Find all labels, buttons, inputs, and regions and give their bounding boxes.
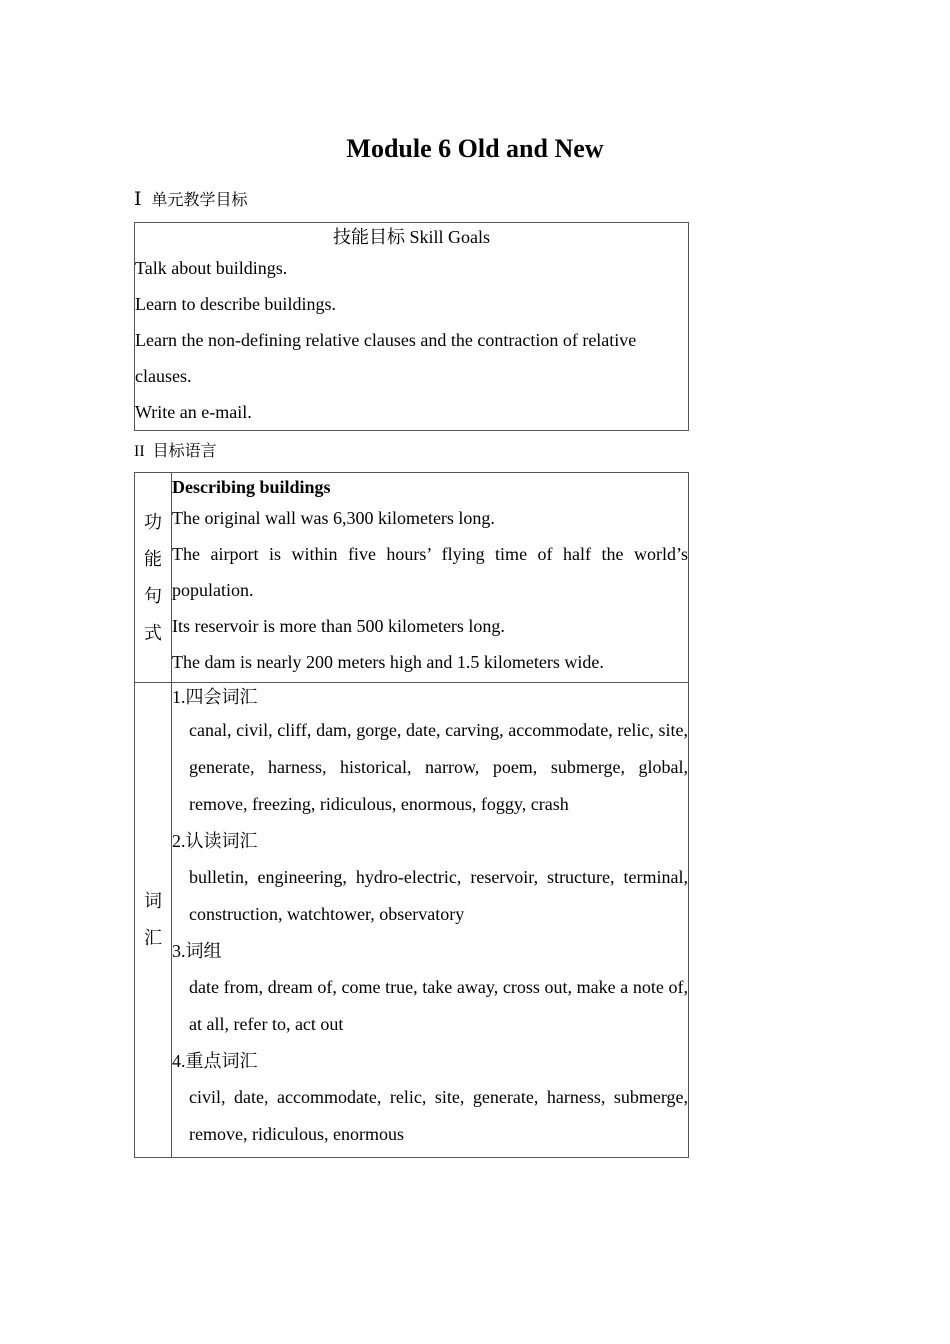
label-char: 式 (144, 622, 162, 643)
section-heading-1 (134, 190, 248, 211)
page-title: Module 6 Old and New (346, 134, 604, 163)
vocab-row (135, 683, 689, 1158)
vocab-group-title: 3.词组 (172, 941, 222, 961)
vocab-group-title: 1.四会词汇 (172, 687, 258, 707)
skill-goals-table (134, 222, 689, 431)
functions-heading: Describing buildings (172, 477, 331, 497)
label-char: 词 (144, 891, 162, 911)
section-label: 单元教学目标 (151, 192, 248, 209)
skill-goal-item: Learn the non-defining relative clauses and the contraction of relative clauses. (135, 330, 637, 386)
vocab-words: date from, dream of, come true, take away, cross out, make a note of, at all, refer to, act out (189, 977, 688, 1034)
skill-goal-item: Write an e-mail. (135, 402, 252, 422)
skill-goal-item: Learn to describe buildings. (135, 294, 336, 314)
label-char: 功 (144, 511, 162, 532)
skill-goals-title: 技能目标 Skill Goals (332, 227, 490, 247)
skill-goals-cell (135, 223, 689, 431)
function-sentence: The original wall was 6,300 kilometers long. (172, 508, 495, 528)
label-char: 句 (144, 585, 162, 606)
functions-label (135, 473, 172, 683)
vocab-words: canal, civil, cliff, dam, gorge, date, carving, accommodate, relic, site, generate, harness, historical, narrow, poem, submerge, global, remove, freezing, ridiculous, enormous, foggy, crash (189, 720, 688, 814)
target-language-table (134, 472, 689, 1158)
functions-content (172, 473, 689, 683)
vocab-group-title: 4.重点词汇 (172, 1051, 258, 1071)
vocab-group-title: 2.认读词汇 (172, 831, 258, 851)
skill-goal-item: Talk about buildings. (135, 258, 288, 278)
vocab-words: bulletin, engineering, hydro-electric, reservoir, structure, terminal, construction, watchtower, observatory (189, 867, 688, 924)
section-label: 目标语言 (152, 443, 217, 460)
function-sentence: Its reservoir is more than 500 kilometers long. (172, 616, 505, 636)
vocab-content (172, 683, 689, 1158)
section-heading-2 (134, 442, 217, 462)
label-char: 能 (144, 548, 162, 569)
vocab-label (135, 683, 172, 1158)
label-char: 汇 (144, 928, 162, 948)
functions-row (135, 473, 689, 683)
vocab-words: civil, date, accommodate, relic, site, generate, harness, submerge, remove, ridiculous, enormous (189, 1087, 688, 1144)
function-sentence: The airport is within five hours’ flying time of half the world’s population. (172, 544, 688, 600)
section-number: II (134, 443, 145, 460)
section-number: Ⅰ (134, 189, 142, 210)
function-sentence: The dam is nearly 200 meters high and 1.5 kilometers wide. (172, 652, 604, 672)
